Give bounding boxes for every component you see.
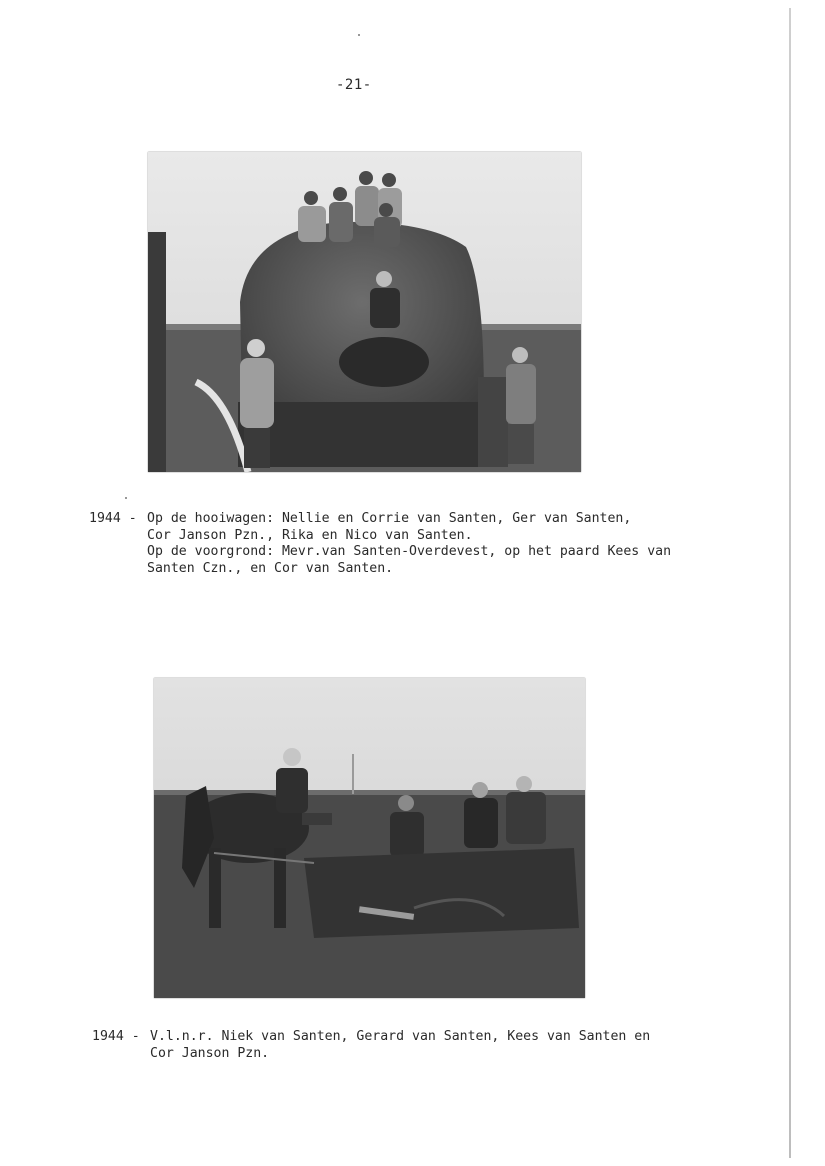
caption-line: Cor Janson Pzn. <box>150 1045 270 1061</box>
caption-line: Op de hooiwagen: Nellie en Corrie van Santen, Ger van Santen, <box>147 511 632 526</box>
caption-year: 1944 - <box>89 511 137 526</box>
page-edge-shadow <box>789 8 791 1158</box>
scan-speck <box>358 34 360 36</box>
scan-speck <box>125 497 127 499</box>
caption-line: Cor Janson Pzn., Rika en Nico van Santen. <box>147 527 473 543</box>
caption-hay-wagon <box>89 511 671 577</box>
horse-and-cart-photo <box>154 678 585 998</box>
caption-line: V.l.n.r. Niek van Santen, Gerard van Santen, Kees van Santen en <box>150 1029 651 1044</box>
caption-line: Santen Czn., en Cor van Santen. <box>147 560 394 576</box>
page-number: -21- <box>336 77 372 93</box>
caption-year: 1944 - <box>92 1029 140 1044</box>
hay-wagon-photo <box>148 152 581 472</box>
caption-horse-and-cart <box>92 1029 650 1062</box>
caption-line: Op de voorgrond: Mevr.van Santen-Overdevest, op het paard Kees van <box>147 544 672 559</box>
